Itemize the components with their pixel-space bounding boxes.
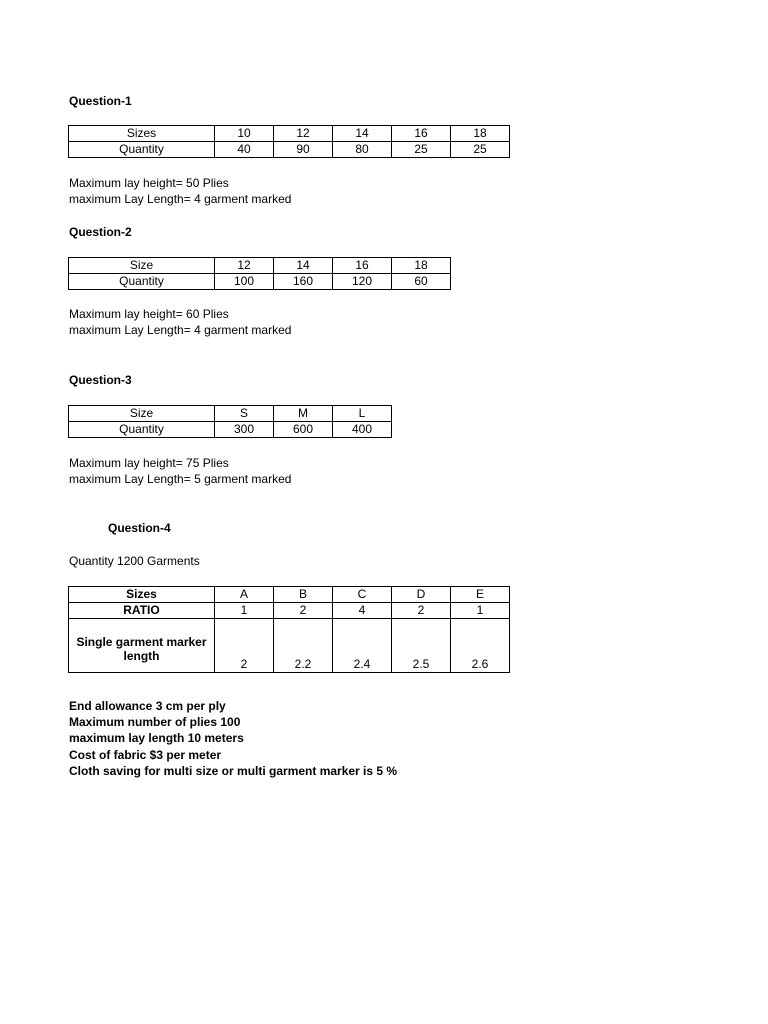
table-cell: 1 <box>451 603 510 619</box>
table-row <box>69 587 510 603</box>
table-cell: B <box>274 587 333 603</box>
table-cell: 14 <box>274 258 333 274</box>
table-row <box>69 274 451 290</box>
table-cell: 16 <box>392 126 451 142</box>
question-2-note: Maximum lay height= 60 Plies <box>69 307 229 321</box>
table-cell: 40 <box>215 142 274 158</box>
table-row <box>69 126 510 142</box>
row-header: Size <box>69 406 215 422</box>
table-cell: 18 <box>392 258 451 274</box>
table-cell: 4 <box>333 603 392 619</box>
table-row <box>69 142 510 158</box>
table-row <box>69 406 392 422</box>
question-4-quantity: Quantity 1200 Garments <box>69 554 200 568</box>
table-cell: 100 <box>215 274 274 290</box>
question-1-note: Maximum lay height= 50 Plies <box>69 176 229 190</box>
question-1-title: Question-1 <box>69 94 132 108</box>
question-2-note: maximum Lay Length= 4 garment marked <box>69 323 292 337</box>
table-row <box>69 603 510 619</box>
table-cell: 10 <box>215 126 274 142</box>
table-cell: 2.2 <box>274 619 333 673</box>
row-header: RATIO <box>69 603 215 619</box>
table-cell: 2.6 <box>451 619 510 673</box>
table-cell: 25 <box>392 142 451 158</box>
table-cell: 2.4 <box>333 619 392 673</box>
table-cell: 80 <box>333 142 392 158</box>
table-cell: 2.5 <box>392 619 451 673</box>
row-header: Quantity <box>69 422 215 438</box>
question-2-title: Question-2 <box>69 225 132 239</box>
table-cell: 2 <box>274 603 333 619</box>
table-cell: 14 <box>333 126 392 142</box>
table-cell: 300 <box>215 422 274 438</box>
question-4-note: maximum lay length 10 meters <box>69 731 244 745</box>
table-cell: 120 <box>333 274 392 290</box>
question-4-note: End allowance 3 cm per ply <box>69 699 226 713</box>
table-cell: 600 <box>274 422 333 438</box>
row-header: Sizes <box>69 126 215 142</box>
table-cell: A <box>215 587 274 603</box>
table-cell: D <box>392 587 451 603</box>
table-row <box>69 619 510 673</box>
question-1-note: maximum Lay Length= 4 garment marked <box>69 192 292 206</box>
question-4-table <box>68 586 510 673</box>
row-header: Size <box>69 258 215 274</box>
row-header: Single garment marker length <box>69 619 215 673</box>
question-3-title: Question-3 <box>69 373 132 387</box>
table-cell: 25 <box>451 142 510 158</box>
table-cell: L <box>333 406 392 422</box>
table-cell: 12 <box>274 126 333 142</box>
question-2-table <box>68 257 451 290</box>
table-cell: 2 <box>215 619 274 673</box>
question-4-note: Maximum number of plies 100 <box>69 715 241 729</box>
table-row <box>69 422 392 438</box>
table-cell: C <box>333 587 392 603</box>
question-4-note: Cost of fabric $3 per meter <box>69 748 222 762</box>
table-cell: S <box>215 406 274 422</box>
question-4-title: Question-4 <box>108 521 171 535</box>
question-1-table <box>68 125 510 158</box>
question-3-note: maximum Lay Length= 5 garment marked <box>69 472 292 486</box>
table-cell: M <box>274 406 333 422</box>
table-cell: E <box>451 587 510 603</box>
table-cell: 12 <box>215 258 274 274</box>
table-cell: 400 <box>333 422 392 438</box>
table-cell: 1 <box>215 603 274 619</box>
table-cell: 160 <box>274 274 333 290</box>
table-row <box>69 258 451 274</box>
table-cell: 18 <box>451 126 510 142</box>
row-header: Quantity <box>69 142 215 158</box>
table-cell: 60 <box>392 274 451 290</box>
table-cell: 16 <box>333 258 392 274</box>
table-cell: 2 <box>392 603 451 619</box>
row-header: Sizes <box>69 587 215 603</box>
row-header: Quantity <box>69 274 215 290</box>
question-3-note: Maximum lay height= 75 Plies <box>69 456 229 470</box>
question-3-table <box>68 405 392 438</box>
table-cell: 90 <box>274 142 333 158</box>
question-4-note: Cloth saving for multi size or multi garment marker is 5 % <box>69 764 398 778</box>
